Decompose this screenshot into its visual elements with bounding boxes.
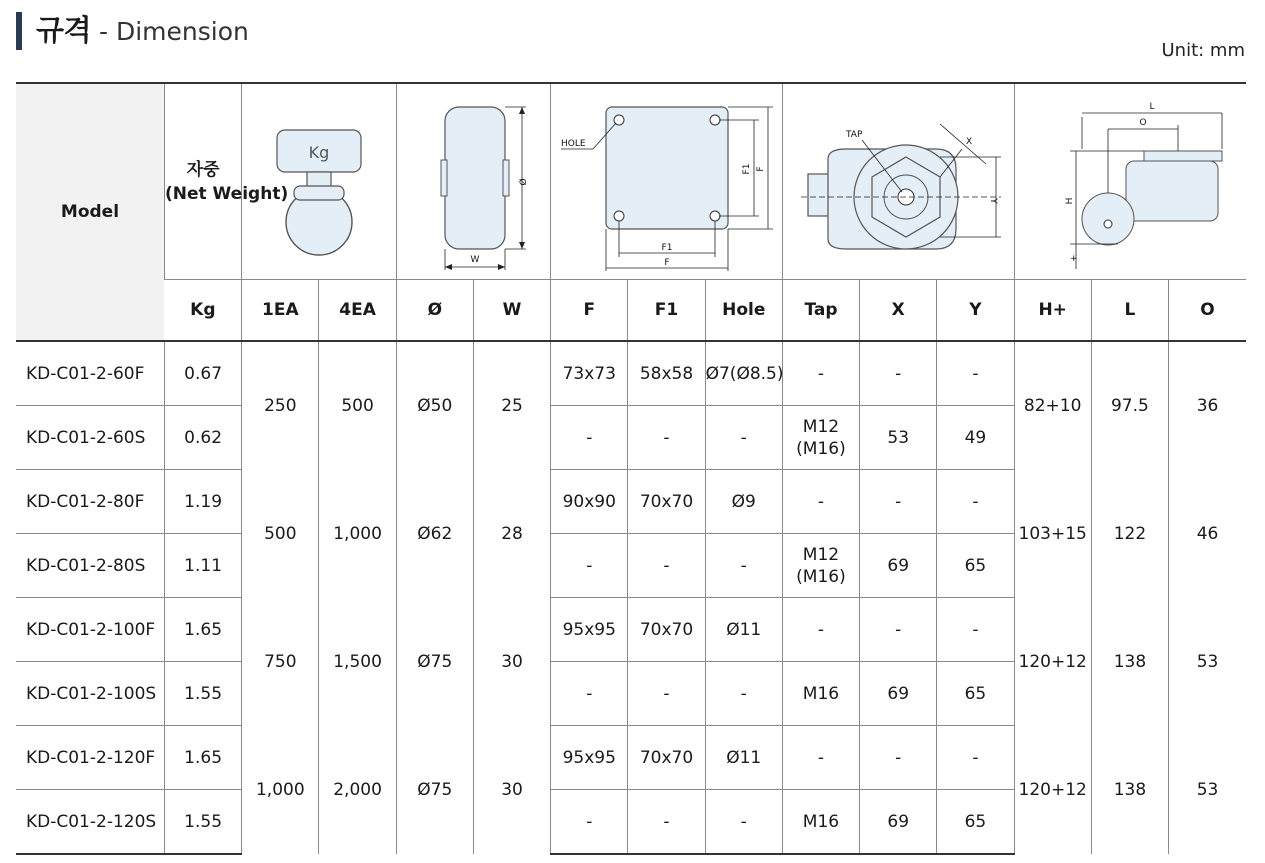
- h-header: H+: [1014, 280, 1091, 342]
- f-horiz-label: F: [664, 258, 671, 268]
- hole-cell: -: [705, 406, 782, 470]
- y-cell: -: [937, 341, 1014, 406]
- o-cell: 53: [1169, 598, 1246, 726]
- f1-cell: -: [628, 406, 705, 470]
- tap-value: M12: [802, 416, 840, 437]
- l-cell: 138: [1091, 598, 1168, 726]
- h-cell: 103+15: [1014, 470, 1091, 598]
- f-cell: 95x95: [551, 598, 628, 662]
- tap-header: Tap: [782, 280, 859, 342]
- tap-value: -: [817, 747, 825, 768]
- plus-label: +: [1069, 254, 1078, 264]
- dia-cell: Ø50: [396, 341, 473, 470]
- w-cell: 28: [473, 470, 550, 598]
- model-cell: KD-C01-2-120S: [16, 790, 164, 855]
- w-cell: 25: [473, 341, 550, 470]
- o-cell: 46: [1169, 470, 1246, 598]
- l-label: L: [1149, 102, 1155, 112]
- f-vert-label: F: [756, 166, 767, 172]
- l-cell: 97.5: [1091, 341, 1168, 470]
- x-cell: 69: [860, 534, 937, 598]
- x-cell: -: [860, 598, 937, 662]
- tap-value: -: [817, 619, 825, 640]
- height-diagram: [1014, 83, 1246, 280]
- dia-cell: Ø75: [396, 726, 473, 855]
- x-cell: -: [860, 470, 937, 534]
- tap-value: M16: [802, 811, 840, 832]
- dimension-table: [16, 82, 1246, 855]
- w-header: W: [473, 280, 550, 342]
- kg-cell: 0.67: [164, 341, 241, 406]
- load-kg-label: Kg: [308, 142, 330, 162]
- o-label: O: [1139, 118, 1147, 128]
- kg-cell: 1.55: [164, 790, 241, 855]
- f-cell: -: [551, 662, 628, 726]
- f1-cell: -: [628, 662, 705, 726]
- model-cell: KD-C01-2-120F: [16, 726, 164, 790]
- hole-cell: -: [705, 662, 782, 726]
- kg-cell: 1.65: [164, 598, 241, 662]
- ea1-cell: 1,000: [242, 726, 319, 855]
- x-cell: -: [860, 726, 937, 790]
- y-cell: 65: [937, 534, 1014, 598]
- f1-cell: 58x58: [628, 341, 705, 406]
- ea4-cell: 1,000: [319, 470, 396, 598]
- tap-bottom-icon: [786, 89, 1011, 274]
- ea4-header: 4EA: [319, 280, 396, 342]
- l-cell: 138: [1091, 726, 1168, 855]
- dia-header: Ø: [396, 280, 473, 342]
- tap-alt-value: (M16): [796, 566, 846, 587]
- model-cell: KD-C01-2-80S: [16, 534, 164, 598]
- h-label: H: [1064, 197, 1075, 205]
- tap-cell: [782, 790, 859, 855]
- h-cell: 82+10: [1014, 341, 1091, 470]
- x-header: X: [860, 280, 937, 342]
- page-title: 규격 - Dimension: [36, 13, 249, 47]
- y-cell: -: [937, 470, 1014, 534]
- kg-cell: 0.62: [164, 406, 241, 470]
- f1-header: F1: [628, 280, 705, 342]
- plate-diagram: [551, 83, 783, 280]
- h-cell: 120+12: [1014, 726, 1091, 855]
- ea4-cell: 1,500: [319, 598, 396, 726]
- model-cell: KD-C01-2-80F: [16, 470, 164, 534]
- o-cell: 36: [1169, 341, 1246, 470]
- f1-vert-label: F1: [742, 163, 753, 175]
- tap-value: M16: [802, 683, 840, 704]
- hole-cell: Ø11: [705, 726, 782, 790]
- o-header: O: [1169, 280, 1246, 342]
- ea4-cell: 2,000: [319, 726, 396, 855]
- hole-cell: -: [705, 790, 782, 855]
- kg-cell: 1.11: [164, 534, 241, 598]
- tap-cell: [782, 470, 859, 534]
- y-cell: 65: [937, 662, 1014, 726]
- tap-value: M12: [802, 544, 840, 565]
- kg-cell: 1.55: [164, 662, 241, 726]
- wheel-side-icon: [408, 92, 538, 272]
- y-cell: -: [937, 726, 1014, 790]
- tap-label: TAP: [845, 130, 863, 140]
- unit-label: Unit: mm: [1161, 40, 1245, 61]
- tap-cell: [782, 726, 859, 790]
- dia-cell: Ø62: [396, 470, 473, 598]
- title-accent-bar: [16, 12, 22, 50]
- caster-side-icon: [1018, 89, 1243, 274]
- kg-header: Kg: [164, 280, 241, 342]
- hole-cell: -: [705, 534, 782, 598]
- kg-cell: 1.65: [164, 726, 241, 790]
- f-cell: 90x90: [551, 470, 628, 534]
- l-cell: 122: [1091, 470, 1168, 598]
- ea4-cell: 500: [319, 341, 396, 470]
- x-cell: 69: [860, 662, 937, 726]
- tap-cell: [782, 534, 859, 598]
- x-cell: 69: [860, 790, 937, 855]
- f1-cell: 70x70: [628, 598, 705, 662]
- table-row: [16, 726, 1246, 790]
- ea1-header: 1EA: [242, 280, 319, 342]
- model-cell: KD-C01-2-60S: [16, 406, 164, 470]
- model-cell: KD-C01-2-100F: [16, 598, 164, 662]
- load-diagram: [242, 83, 396, 280]
- model-cell: KD-C01-2-100S: [16, 662, 164, 726]
- f-header: F: [551, 280, 628, 342]
- tap-cell: [782, 406, 859, 470]
- f-cell: 95x95: [551, 726, 628, 790]
- tap-alt-value: (M16): [796, 438, 846, 459]
- y-header: Y: [937, 280, 1014, 342]
- table-row: [16, 341, 1246, 406]
- tap-cell: [782, 598, 859, 662]
- x-cell: -: [860, 341, 937, 406]
- tap-cell: [782, 341, 859, 406]
- table-row: [16, 598, 1246, 662]
- o-cell: 53: [1169, 726, 1246, 855]
- weight-header: 자중 (Net Weight): [164, 83, 241, 280]
- f1-cell: -: [628, 790, 705, 855]
- f1-cell: 70x70: [628, 726, 705, 790]
- x-cell: 53: [860, 406, 937, 470]
- y-cell: -: [937, 598, 1014, 662]
- hole-label: HOLE: [561, 139, 587, 149]
- top-plate-icon: [551, 89, 781, 274]
- model-cell: KD-C01-2-60F: [16, 341, 164, 406]
- x-label: X: [965, 137, 972, 147]
- w-cell: 30: [473, 726, 550, 855]
- y-cell: 65: [937, 790, 1014, 855]
- tap-value: -: [817, 363, 825, 384]
- dia-label: Ø: [519, 177, 530, 186]
- hole-cell: Ø9: [705, 470, 782, 534]
- model-header: Model: [16, 83, 164, 341]
- f-cell: -: [551, 534, 628, 598]
- f1-cell: 70x70: [628, 470, 705, 534]
- l-header: L: [1091, 280, 1168, 342]
- tap-diagram: [782, 83, 1014, 280]
- hole-cell: Ø7(Ø8.5): [705, 341, 782, 406]
- tap-cell: [782, 662, 859, 726]
- hole-cell: Ø11: [705, 598, 782, 662]
- f1-horiz-label: F1: [662, 243, 673, 253]
- ea1-cell: 500: [242, 470, 319, 598]
- h-cell: 120+12: [1014, 598, 1091, 726]
- f-cell: 73x73: [551, 341, 628, 406]
- table-row: [16, 470, 1246, 534]
- kg-cell: 1.19: [164, 470, 241, 534]
- w-cell: 30: [473, 598, 550, 726]
- f-cell: -: [551, 406, 628, 470]
- hole-header: Hole: [705, 280, 782, 342]
- y-cell: 49: [937, 406, 1014, 470]
- tap-value: -: [817, 491, 825, 512]
- caster-load-icon: [254, 102, 384, 262]
- w-label: W: [470, 254, 480, 265]
- f-cell: -: [551, 790, 628, 855]
- ea1-cell: 250: [242, 341, 319, 470]
- ea1-cell: 750: [242, 598, 319, 726]
- dia-cell: Ø75: [396, 598, 473, 726]
- f1-cell: -: [628, 534, 705, 598]
- y-label: Y: [987, 198, 998, 204]
- wheel-diagram: [396, 83, 550, 280]
